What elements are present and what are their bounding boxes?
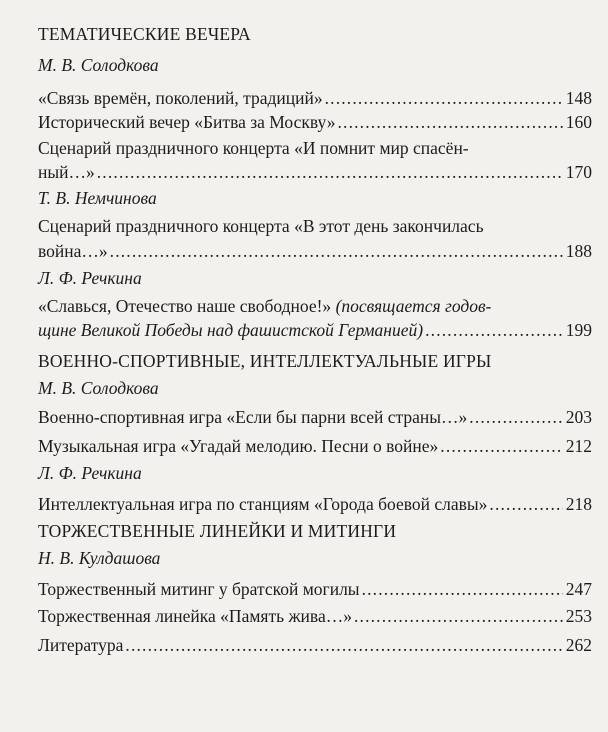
leader-dots [425, 318, 563, 342]
toc-entry [38, 434, 592, 458]
entry-title: Исторический вечер «Битва за Москву» [38, 112, 336, 132]
page-number: 148 [565, 88, 592, 108]
leader-dots [489, 492, 562, 516]
author-name: Н. В. Кулдашова [38, 548, 161, 568]
toc-entry [38, 633, 592, 657]
section-heading: ВОЕННО-СПОРТИВНЫЕ, ИНТЕЛЛЕКТУАЛЬНЫЕ ИГРЫ [38, 351, 492, 371]
author-name: Л. Ф. Речкина [38, 463, 142, 483]
entry-title: Торжественная линейка «Память жива…» [38, 606, 352, 626]
page-number: 170 [565, 162, 592, 182]
entry-title: ный…» [38, 162, 95, 182]
page-number: 218 [565, 494, 592, 514]
page-number: 199 [565, 320, 592, 340]
leader-dots [354, 604, 563, 628]
entry-title-line: Сценарий праздничного концерта «В этот день закончилась [38, 216, 484, 236]
section-heading: ТЕМАТИЧЕСКИЕ ВЕЧЕРА [38, 24, 251, 44]
page-number: 212 [565, 436, 592, 456]
toc-entry [38, 110, 592, 134]
toc-entry [38, 239, 592, 263]
entry-title: Литература [38, 635, 124, 655]
entry-title-line [38, 294, 592, 318]
section-heading: ТОРЖЕСТВЕННЫЕ ЛИНЕЙКИ И МИТИНГИ [38, 521, 397, 541]
page-number: 160 [565, 112, 592, 132]
entry-note: (посвящается годов- [331, 296, 492, 316]
toc-entry [38, 160, 592, 184]
leader-dots [440, 434, 562, 458]
leader-dots [337, 110, 562, 134]
toc-entry [38, 577, 592, 601]
toc-entry [38, 604, 592, 628]
entry-title: Музыкальная игра «Угадай мелодию. Песни о войне» [38, 436, 439, 456]
entry-title: война…» [38, 241, 108, 261]
entry-note: щине Великой Победы над фашистской Германией) [38, 320, 424, 340]
entry-title: «Связь времён, поколений, традиций» [38, 88, 323, 108]
author-name: М. В. Солодкова [38, 55, 159, 75]
entry-title: Военно-спортивная игра «Если бы парни всей страны…» [38, 407, 468, 427]
toc-entry [38, 405, 592, 429]
page-number: 203 [565, 407, 592, 427]
author-name: М. В. Солодкова [38, 378, 159, 398]
leader-dots [325, 86, 563, 110]
author-name: Т. В. Немчинова [38, 188, 157, 208]
entry-title: Интеллектуальная игра по станциям «Города боевой славы» [38, 494, 488, 514]
toc-entry [38, 318, 592, 342]
leader-dots [125, 633, 562, 657]
page-number: 247 [565, 579, 592, 599]
entry-title: Торжественный митинг у братской могилы [38, 579, 360, 599]
entry-title-line: Сценарий праздничного концерта «И помнит мир спасён- [38, 138, 469, 158]
leader-dots [97, 160, 563, 184]
leader-dots [362, 577, 563, 601]
page-number: 262 [565, 635, 592, 655]
leader-dots [110, 239, 563, 263]
leader-dots [469, 405, 562, 429]
toc-entry [38, 492, 592, 516]
page-number: 188 [565, 241, 592, 261]
toc-entry [38, 86, 592, 110]
entry-title-part: «Славься, Отечество наше свободное!» [38, 296, 332, 316]
author-name: Л. Ф. Речкина [38, 268, 142, 288]
page-number: 253 [565, 606, 592, 626]
